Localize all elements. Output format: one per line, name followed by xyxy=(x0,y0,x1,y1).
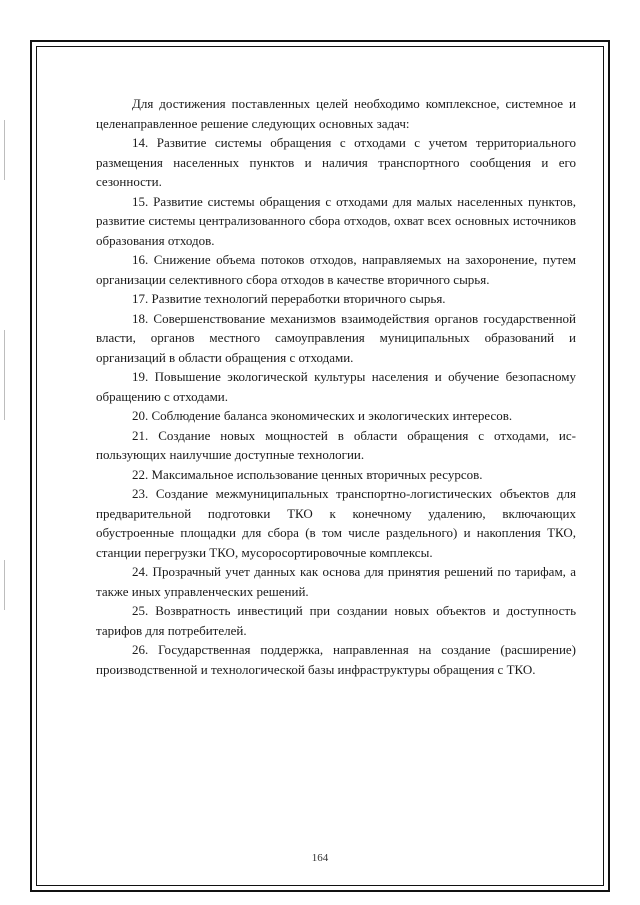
task-item-14: 14. Развитие системы обращения с отходами с учетом территориального размещения населенных пунктов и наличия транспортного сообщения и его сезонности. xyxy=(96,135,576,189)
task-item-15: 15. Развитие системы обращения с отходами для малых населенных пунктов, развитие системы централизованного сбора отходов, охват всех основных источников образования отходов. xyxy=(96,193,576,248)
task-item-19: 19. Повышение экологической культуры населения и обучение безопасному обращению с отходами. xyxy=(96,369,576,404)
task-item-18: 18. Совершенствование механизмов взаимодействия органов государственной власти, органов местного самоуправления муниципальных образований и организаций в области обращения с отходами. xyxy=(96,310,576,365)
task-item-16: 16. Снижение объема потоков отходов, направляемых на захоронение, путем организации селективного сбора отходов в качестве вторичного сырья. xyxy=(96,252,576,287)
task-item-26: 26. Государственная поддержка, направленная на создание (расширение) производственной и технологической базы инфраструктуры обращения с ТКО. xyxy=(96,642,576,677)
task-item-21: 21. Создание новых мощностей в области обращения с отходами, использующих наилучшие доступные технологии. xyxy=(96,427,576,462)
page-number: 164 xyxy=(311,852,329,864)
document-body xyxy=(96,94,576,679)
scan-artifact xyxy=(4,330,5,420)
task-item-23: 23. Создание межмуниципальных транспортно-логистических объектов для предварительной подготовки ТКО к конечному удалению, включающих обустроенные площадки для сбора (в том числе раздельного) и накопления ТКО, станции перегрузки ТКО, мусоросортировочные комплексы. xyxy=(96,486,576,560)
task-item-17: 17. Развитие технологий переработки вторичного сырья. xyxy=(132,291,446,306)
task-item-24: 24. Прозрачный учет данных как основа для принятия решений по тарифам, а также иных управленческих решений. xyxy=(96,564,576,599)
task-item-20: 20. Соблюдение баланса экономических и экологических интересов. xyxy=(132,408,513,423)
task-item-22: 22. Максимальное использование ценных вторичных ресурсов. xyxy=(132,466,483,482)
scan-artifact xyxy=(4,120,5,180)
scan-artifact xyxy=(4,560,5,610)
intro-paragraph: Для достижения поставленных целей необходимо комплексное, системное и целенаправленное решение следующих основных задач: xyxy=(96,96,576,131)
task-item-25: 25. Возвратность инвестиций при создании новых объектов и доступность тарифов для потребителей. xyxy=(96,603,576,638)
